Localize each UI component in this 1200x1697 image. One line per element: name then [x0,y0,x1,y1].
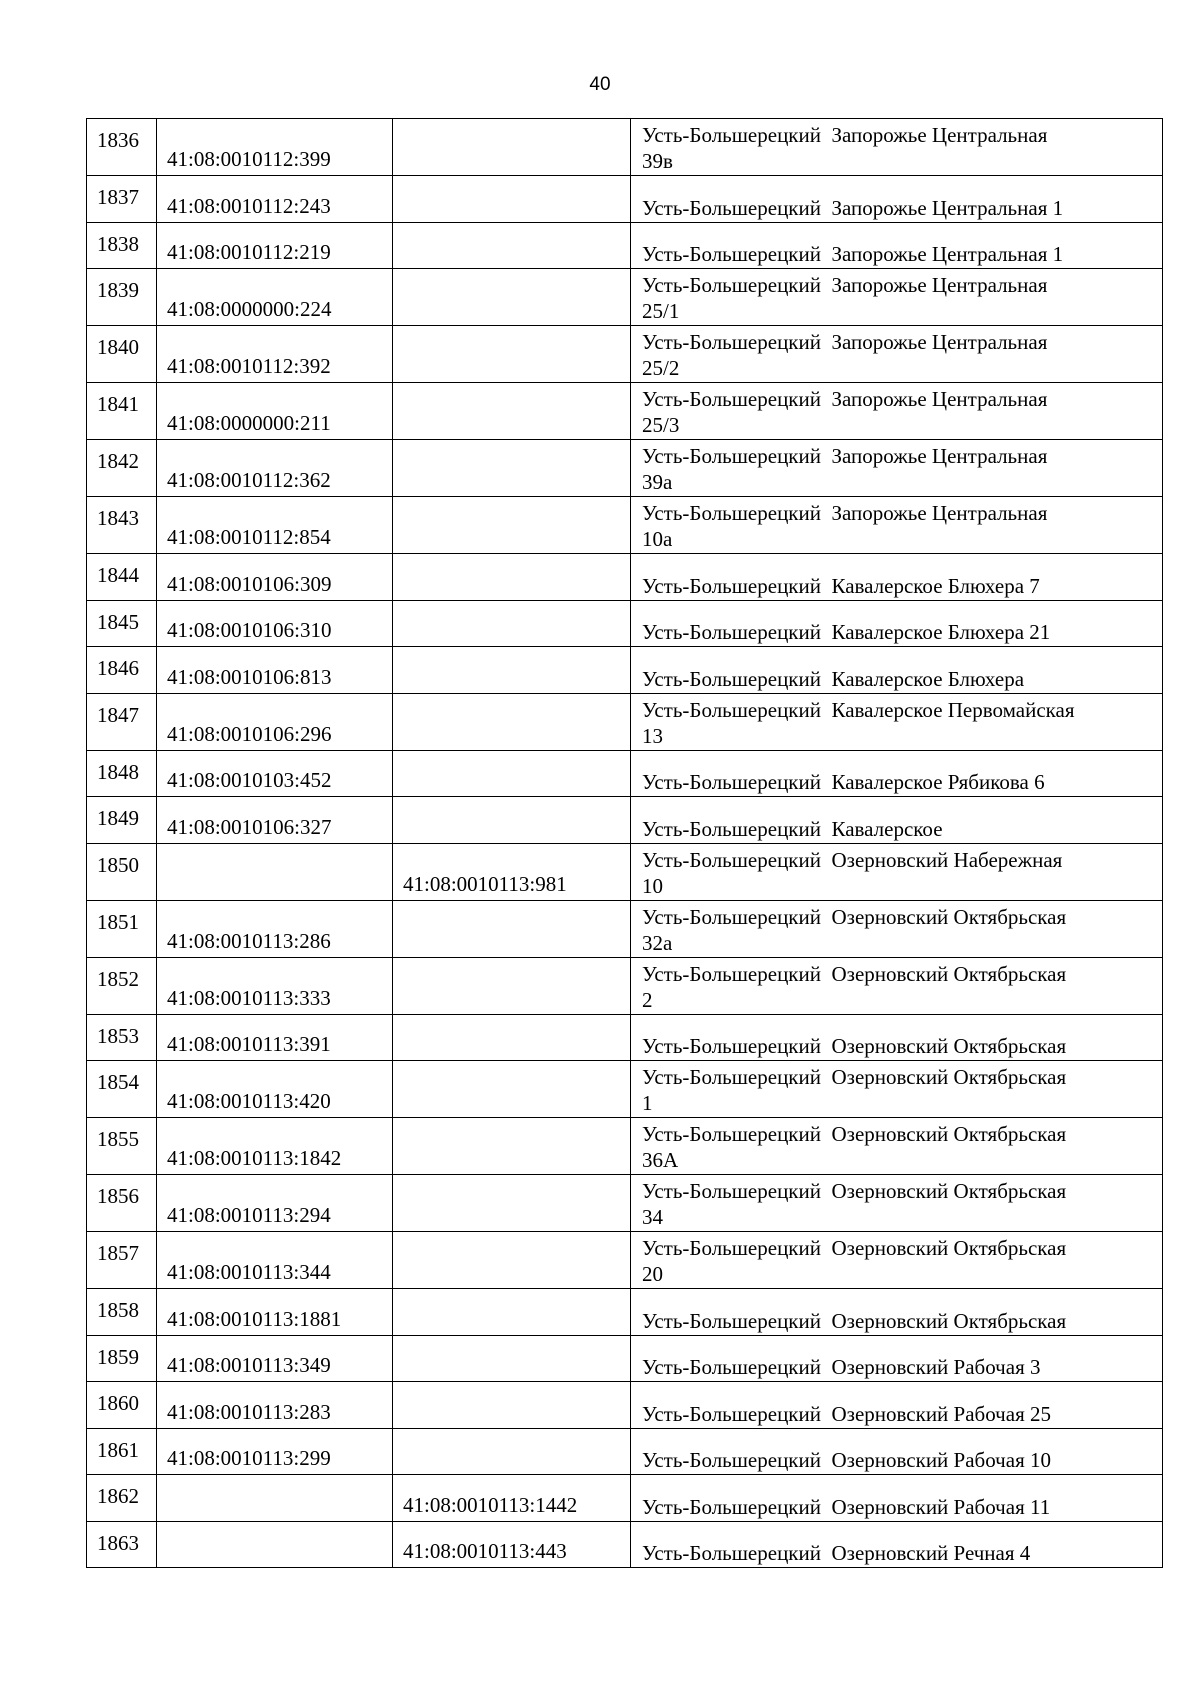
address-cell: Усть-Большерецкий Запорожье Центральная 39в [631,119,1163,176]
address-cell: Усть-Большерецкий Запорожье Центральная 39а [631,440,1163,497]
cadastral-number-cell [157,1475,393,1522]
row-number-cell: 1847 [87,693,157,750]
cadastral-number-cell: 41:08:0010113:391 [157,1014,393,1061]
cadastral-number-alt-cell [393,119,631,176]
row-number-cell: 1858 [87,1289,157,1336]
row-number-cell: 1838 [87,222,157,269]
address-cell: Усть-Большерецкий Запорожье Центральная 25/2 [631,326,1163,383]
cadastral-number-cell: 41:08:0010106:327 [157,797,393,844]
address-cell: Усть-Большерецкий Озерновский Октябрьская 34 [631,1175,1163,1232]
row-number-cell: 1849 [87,797,157,844]
row-number-cell: 1856 [87,1175,157,1232]
cadastral-number-alt-cell [393,1428,631,1475]
row-number-cell: 1842 [87,440,157,497]
cadastral-number-cell: 41:08:0010106:309 [157,554,393,601]
table-row [87,554,1163,601]
row-number-cell: 1857 [87,1232,157,1289]
table-row [87,1382,1163,1429]
row-number-cell: 1850 [87,843,157,900]
cadastral-number-alt-cell [393,1289,631,1336]
cadastral-number-cell: 41:08:0010112:219 [157,222,393,269]
cadastral-number-alt-cell [393,957,631,1014]
cadastral-number-alt-cell [393,693,631,750]
table-row [87,1175,1163,1232]
address-cell: Усть-Большерецкий Озерновский Рабочая 11 [631,1475,1163,1522]
table-row [87,269,1163,326]
address-cell: Усть-Большерецкий Озерновский Рабочая 3 [631,1335,1163,1382]
cadastral-number-cell: 41:08:0010113:1881 [157,1289,393,1336]
row-number-cell: 1844 [87,554,157,601]
cadastral-number-cell: 41:08:0010113:344 [157,1232,393,1289]
cadastral-number-alt-cell: 41:08:0010113:981 [393,843,631,900]
address-cell: Усть-Большерецкий Запорожье Центральная 1 [631,176,1163,223]
cadastral-number-alt-cell [393,1118,631,1175]
table-row [87,1232,1163,1289]
registry-table [86,118,1163,1568]
address-cell: Усть-Большерецкий Кавалерское Блюхера [631,647,1163,694]
address-cell: Усть-Большерецкий Кавалерское Первомайская 13 [631,693,1163,750]
cadastral-number-cell: 41:08:0000000:224 [157,269,393,326]
cadastral-number-cell: 41:08:0010113:349 [157,1335,393,1382]
address-cell: Усть-Большерецкий Озерновский Речная 4 [631,1521,1163,1568]
table-row [87,1061,1163,1118]
cadastral-number-alt-cell [393,750,631,797]
address-cell: Усть-Большерецкий Озерновский Октябрьская 1 [631,1061,1163,1118]
table-row [87,326,1163,383]
table-row [87,750,1163,797]
table-row [87,693,1163,750]
cadastral-number-cell: 41:08:0010112:399 [157,119,393,176]
row-number-cell: 1862 [87,1475,157,1522]
cadastral-number-cell: 41:08:0010112:392 [157,326,393,383]
address-cell: Усть-Большерецкий Кавалерское Блюхера 7 [631,554,1163,601]
address-cell: Усть-Большерецкий Озерновский Набережная 10 [631,843,1163,900]
cadastral-number-cell: 41:08:0010113:333 [157,957,393,1014]
cadastral-number-alt-cell [393,326,631,383]
row-number-cell: 1848 [87,750,157,797]
cadastral-number-alt-cell [393,1014,631,1061]
cadastral-number-alt-cell [393,554,631,601]
table-row [87,1335,1163,1382]
row-number-cell: 1843 [87,497,157,554]
table-row [87,1118,1163,1175]
table-row [87,440,1163,497]
row-number-cell: 1836 [87,119,157,176]
table-row [87,843,1163,900]
row-number-cell: 1854 [87,1061,157,1118]
address-cell: Усть-Большерецкий Озерновский Октябрьская 36А [631,1118,1163,1175]
table-row [87,1428,1163,1475]
cadastral-number-alt-cell [393,1175,631,1232]
address-cell: Усть-Большерецкий Запорожье Центральная 1 [631,222,1163,269]
address-cell: Усть-Большерецкий Запорожье Центральная 25/1 [631,269,1163,326]
address-cell: Усть-Большерецкий Озерновский Рабочая 25 [631,1382,1163,1429]
cadastral-number-cell: 41:08:0010113:1842 [157,1118,393,1175]
table-row [87,383,1163,440]
cadastral-number-alt-cell [393,176,631,223]
address-cell: Усть-Большерецкий Озерновский Октябрьская 2 [631,957,1163,1014]
cadastral-number-alt-cell [393,440,631,497]
table-row [87,797,1163,844]
row-number-cell: 1837 [87,176,157,223]
cadastral-number-alt-cell [393,647,631,694]
table-row [87,600,1163,647]
address-cell: Усть-Большерецкий Кавалерское Рябикова 6 [631,750,1163,797]
row-number-cell: 1860 [87,1382,157,1429]
row-number-cell: 1841 [87,383,157,440]
cadastral-number-alt-cell [393,222,631,269]
row-number-cell: 1859 [87,1335,157,1382]
cadastral-number-cell: 41:08:0010113:286 [157,900,393,957]
address-cell: Усть-Большерецкий Кавалерское Блюхера 21 [631,600,1163,647]
cadastral-number-alt-cell [393,797,631,844]
cadastral-number-cell: 41:08:0010113:294 [157,1175,393,1232]
table-row [87,647,1163,694]
cadastral-number-alt-cell [393,1335,631,1382]
table-row [87,222,1163,269]
table-row [87,900,1163,957]
address-cell: Усть-Большерецкий Кавалерское [631,797,1163,844]
cadastral-number-cell: 41:08:0010106:310 [157,600,393,647]
table-row [87,1014,1163,1061]
cadastral-number-cell: 41:08:0000000:211 [157,383,393,440]
cadastral-number-cell [157,1521,393,1568]
table-row [87,1521,1163,1568]
address-cell: Усть-Большерецкий Запорожье Центральная 10а [631,497,1163,554]
cadastral-number-cell: 41:08:0010103:452 [157,750,393,797]
cadastral-number-alt-cell [393,600,631,647]
page-number: 40 [589,74,611,95]
address-cell: Усть-Большерецкий Запорожье Центральная 25/3 [631,383,1163,440]
address-cell: Усть-Большерецкий Озерновский Октябрьская [631,1289,1163,1336]
cadastral-number-cell: 41:08:0010113:420 [157,1061,393,1118]
row-number-cell: 1846 [87,647,157,694]
cadastral-number-cell: 41:08:0010106:813 [157,647,393,694]
cadastral-number-cell: 41:08:0010113:299 [157,1428,393,1475]
row-number-cell: 1863 [87,1521,157,1568]
table-row [87,1475,1163,1522]
cadastral-number-alt-cell [393,1382,631,1429]
cadastral-number-alt-cell [393,497,631,554]
address-cell: Усть-Большерецкий Озерновский Октябрьская 32а [631,900,1163,957]
address-cell: Усть-Большерецкий Озерновский Октябрьская [631,1014,1163,1061]
row-number-cell: 1851 [87,900,157,957]
cadastral-number-cell: 41:08:0010112:362 [157,440,393,497]
table-row [87,957,1163,1014]
row-number-cell: 1839 [87,269,157,326]
cadastral-number-cell [157,843,393,900]
cadastral-number-alt-cell: 41:08:0010113:443 [393,1521,631,1568]
row-number-cell: 1861 [87,1428,157,1475]
cadastral-number-alt-cell [393,269,631,326]
cadastral-number-cell: 41:08:0010112:854 [157,497,393,554]
cadastral-number-cell: 41:08:0010106:296 [157,693,393,750]
address-cell: Усть-Большерецкий Озерновский Рабочая 10 [631,1428,1163,1475]
cadastral-number-cell: 41:08:0010113:283 [157,1382,393,1429]
registry-table-body [87,119,1163,1568]
table-row [87,119,1163,176]
row-number-cell: 1852 [87,957,157,1014]
row-number-cell: 1840 [87,326,157,383]
cadastral-number-alt-cell [393,900,631,957]
cadastral-number-alt-cell [393,1232,631,1289]
table-row [87,497,1163,554]
row-number-cell: 1853 [87,1014,157,1061]
table-row [87,176,1163,223]
row-number-cell: 1845 [87,600,157,647]
address-cell: Усть-Большерецкий Озерновский Октябрьская 20 [631,1232,1163,1289]
cadastral-number-alt-cell [393,1061,631,1118]
cadastral-number-alt-cell: 41:08:0010113:1442 [393,1475,631,1522]
row-number-cell: 1855 [87,1118,157,1175]
cadastral-number-alt-cell [393,383,631,440]
cadastral-number-cell: 41:08:0010112:243 [157,176,393,223]
table-row [87,1289,1163,1336]
